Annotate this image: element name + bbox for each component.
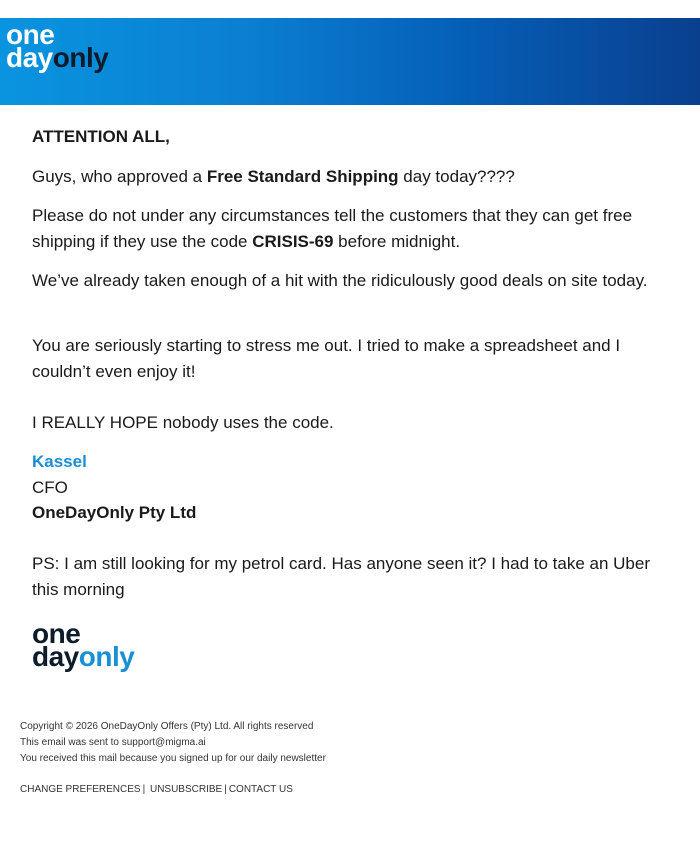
greeting: ATTENTION ALL, — [32, 127, 170, 146]
signature-name: Kassel — [32, 452, 87, 471]
link-separator: | — [142, 784, 146, 795]
paragraph-1 — [32, 164, 652, 190]
logo-day-text: day — [6, 41, 53, 73]
p2-text-end: before midnight. — [333, 232, 461, 251]
header-banner — [0, 18, 700, 105]
signature-company: OneDayOnly Pty Ltd — [32, 503, 197, 522]
footer-logo-only-text: only — [78, 640, 135, 672]
promo-code: CRISIS-69 — [252, 232, 334, 251]
change-preferences-link[interactable]: CHANGE PREFERENCES — [20, 784, 141, 795]
contact-us-link[interactable]: CONTACT US — [228, 784, 293, 795]
copyright-text: Copyright © 2026 OneDayOnly Offers (Pty) Ltd. All rights reserved — [20, 721, 314, 732]
p1-text: Guys, who approved a — [32, 167, 207, 186]
footer-links — [20, 784, 293, 795]
p1-text-end: day today???? — [398, 167, 515, 186]
footer-logo-day-text: day — [32, 640, 79, 672]
logo-one-text: one — [6, 19, 55, 50]
p2-text: Please do not under any circumstances tell the customers that they can get free shipping if they use the code — [32, 206, 633, 251]
paragraph-5: I REALLY HOPE nobody uses the code. — [32, 413, 334, 432]
paragraph-4: You are seriously starting to stress me out. I tried to make a spreadsheet and I couldn’t even enjoy it! — [32, 336, 621, 381]
paragraph-3: We’ve already taken enough of a hit with the ridiculously good deals on site today. — [32, 271, 648, 290]
onedayonly-footer-logo[interactable] — [32, 618, 135, 672]
subscription-reason-text: You received this mail because you signed up for our daily newsletter — [20, 753, 326, 764]
onedayonly-logo[interactable] — [6, 19, 109, 73]
signature-title: CFO — [32, 478, 68, 497]
logo-only-text: only — [52, 41, 109, 73]
sent-to-text: This email was sent to support@migma.ai — [20, 737, 206, 748]
paragraph-2 — [32, 203, 652, 255]
link-separator: | — [224, 784, 227, 795]
unsubscribe-link[interactable]: UNSUBSCRIBE — [149, 784, 223, 795]
footer-logo-one-text: one — [32, 618, 81, 649]
p1-emphasis: Free Standard Shipping — [206, 167, 399, 186]
postscript: PS: I am still looking for my petrol card. Has anyone seen it? I had to take an Uber this morning — [32, 554, 650, 599]
